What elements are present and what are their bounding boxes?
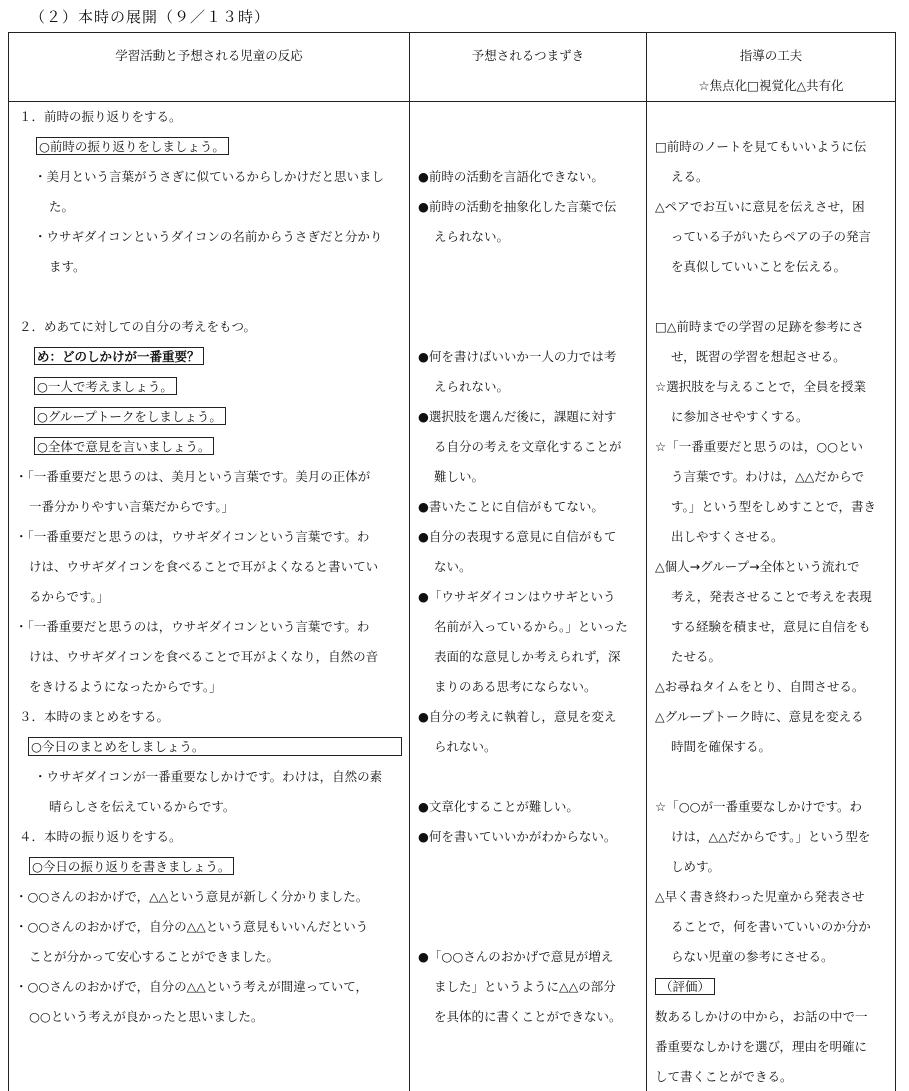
col3-line: らない児童の参考にさせる。: [671, 949, 834, 964]
activities-column: [9, 102, 410, 1091]
boxed-prompt: ○今日のまとめをしましょう。: [28, 737, 402, 756]
col2-line: ●何を書けばいいか一人の力では考: [418, 349, 617, 364]
col1-line: [34, 439, 214, 455]
col1-line: [36, 139, 229, 155]
col3-line: を真似していいことを伝える。: [671, 259, 847, 274]
col3-line: ☆選択肢を与えることで，全員を授業: [655, 379, 866, 394]
header-stumbles: 予想されるつまずき: [410, 33, 647, 102]
col3-line: □前時のノートを見てもいいように伝: [655, 139, 867, 154]
lesson-plan-table: [8, 32, 896, 1091]
col3-line: △ペアでお互いに意見を伝えさせ，困: [655, 199, 865, 214]
col2-line: ●自分の考えに執着し，意見を変え: [418, 709, 617, 724]
col2-line: 名前が入っているから。」といった: [434, 619, 628, 634]
col3-line: ☆「一番重要だと思うのは，○○とい: [655, 439, 864, 454]
col3-line: □△前時までの学習の足跡を参考にさ: [655, 319, 864, 334]
boxed-prompt: ○今日の振り返りを書きましょう。: [29, 857, 234, 875]
boxed-prompt: ○全体で意見を言いましょう。: [34, 437, 214, 455]
col3-line: ☆「○○が一番重要なしかけです。わ: [655, 799, 863, 814]
col1-line: けは、ウサギダイコンを食べることで耳がよくなると書いてい: [29, 559, 379, 574]
col3-line: △お尋ねタイムをとり、自問させる。: [655, 679, 865, 694]
col2-line: ●書いたことに自信がもてない。: [418, 499, 604, 514]
stumbles-column: [410, 102, 647, 1091]
col2-line: ●選択肢を選んだ後に，課題に対す: [418, 409, 617, 424]
col2-line: ない。: [434, 559, 472, 574]
col2-line: ●「ウサギダイコンはウサギという: [418, 589, 616, 604]
boxed-prompt: め：どのしかけが一番重要？: [34, 347, 204, 365]
col2-line: られない。: [434, 739, 497, 754]
col2-line: を具体的に書くことができない。: [434, 1009, 622, 1024]
col3-line: に参加させやすくする。: [671, 409, 809, 424]
col3-line: 番重要なしかけを選び，理由を明確に: [655, 1039, 868, 1054]
col1-line: をきけるようになったからです。」: [29, 679, 222, 694]
col1-line: けは、ウサギダイコンを食べることで耳がよくなり，自然の音: [29, 649, 379, 664]
col1-line: ・ウサギダイコンというダイコンの名前からうさぎだと分かり: [34, 229, 383, 244]
col1-line: 一番分かりやすい言葉だからです。」: [29, 499, 235, 514]
col1-line: ・「一番重要だと思うのは，ウサギダイコンという言葉です。わ: [15, 619, 370, 634]
col1-line: ・○○さんのおかげで，△△という意見が新しく分かりました。: [15, 889, 369, 904]
col3-line: △グループトーク時に、意見を変える: [655, 709, 864, 724]
col3-line: っている子がいたらペアの子の発言: [671, 229, 872, 244]
col1-line: ・○○さんのおかげで，自分の△△という考えが間違っていて，: [15, 979, 369, 994]
col1-line: １．前時の振り返りをする。: [19, 109, 182, 124]
col2-line: まりのある思考にならない。: [434, 679, 597, 694]
col3-line: す。」という型をしめすことで，書き: [671, 499, 877, 514]
col3-line: たせる。: [671, 649, 722, 664]
col3-line: 出しやすくさせる。: [671, 529, 784, 544]
col1-line: ４．本時の振り返りをする。: [19, 829, 182, 844]
col2-line: ●前時の活動を抽象化した言葉で伝: [418, 199, 617, 214]
col3-line: 数あるしかけの中から，お話の中で一: [655, 1009, 868, 1024]
col1-line: ・美月という言葉がうさぎに似ているからしかけだと思いまし: [34, 169, 385, 184]
col3-line: 考え，発表させることで考えを表現: [671, 589, 872, 604]
col1-line: ・「一番重要だと思うのは，ウサギダイコンという言葉です。わ: [15, 529, 370, 544]
boxed-prompt: ○前時の振り返りをしましょう。: [36, 137, 229, 155]
col3-line: △早く書き終わった児童から発表させ: [655, 889, 865, 904]
col1-line: ・「一番重要だと思うのは、美月という言葉です。美月の正体が: [15, 469, 371, 484]
col3-line: けは，△△だからです。」という型を: [671, 829, 871, 844]
col1-line: [34, 349, 204, 365]
col1-line: ３．本時のまとめをする。: [19, 709, 170, 724]
col1-line: ○○という考えが良かったと思いました。: [29, 1009, 264, 1024]
section-title: （２）本時の展開（９／１３時）: [30, 8, 271, 26]
col1-line: るからです。」: [29, 589, 110, 604]
col1-line: ことが分かって安心することができました。: [29, 949, 280, 964]
col2-line: ました」というように△△の部分: [434, 979, 616, 994]
header-row: [9, 33, 896, 102]
col3-line: ることで，何を書いていいのか分か: [671, 919, 871, 934]
col1-line: た。: [49, 199, 75, 214]
boxed-prompt: ○一人で考えましょう。: [34, 377, 177, 395]
col3-line: する経験を積ませ，意見に自信をも: [671, 619, 871, 634]
col1-line: 晴らしさを伝えているからです。: [49, 799, 236, 814]
col2-line: ●「○○さんのおかげで意見が増え: [418, 949, 614, 964]
guidance-cell: [647, 102, 895, 1091]
col3-line: 時間を確保する。: [671, 739, 772, 754]
evaluation-label: （評価）: [655, 978, 715, 995]
col1-line: ・○○さんのおかげで，自分の△△という意見もいいんだという: [15, 919, 369, 934]
header-activities: 学習活動と予想される児童の反応: [9, 33, 410, 102]
col2-line: 表面的な意見しか考えられず，深: [434, 649, 621, 664]
col3-line: しめす。: [671, 859, 721, 874]
col1-line: [29, 859, 234, 875]
col2-line: ●前時の活動を言語化できない。: [418, 169, 604, 184]
header-guidance-legend: ☆焦点化□視覚化△共有化: [698, 78, 844, 93]
col2-line: 難しい。: [434, 469, 485, 484]
col2-line: ●自分の表現する意見に自信がもて: [418, 529, 617, 544]
col3-line: [655, 979, 715, 995]
col2-line: ●文章化することが難しい。: [418, 799, 579, 814]
col3-line: せ，既習の学習を想起させる。: [671, 349, 846, 364]
col1-line: ます。: [49, 259, 86, 274]
col3-line: う言葉です。わけは，△△だからで: [671, 469, 865, 484]
col1-line: [34, 409, 226, 425]
col2-line: えられない。: [434, 229, 510, 244]
header-guidance: [647, 33, 896, 102]
col2-line: る自分の考えを文章化することが: [434, 439, 622, 454]
col2-line: えられない。: [434, 379, 510, 394]
body-row: [9, 102, 896, 1091]
activities-cell: [9, 102, 409, 1091]
stumbles-cell: [410, 102, 646, 1091]
guidance-column: [647, 102, 896, 1091]
col3-line: △個人→グループ→全体という流れで: [655, 559, 860, 574]
col2-line: ●何を書いていいかがわからない。: [418, 829, 617, 844]
col3-line: える。: [671, 169, 709, 184]
col1-line: [34, 379, 177, 395]
col1-line: ・ウサギダイコンが一番重要なしかけです。わけは，自然の素: [34, 769, 383, 784]
header-guidance-label: 指導の工夫: [739, 48, 803, 63]
col1-line: ２．めあてに対しての自分の考えをもつ。: [19, 319, 257, 334]
col1-line: [28, 737, 402, 756]
col3-line: して書くことができる。: [655, 1069, 793, 1084]
boxed-prompt: ○グループトークをしましょう。: [34, 407, 226, 425]
